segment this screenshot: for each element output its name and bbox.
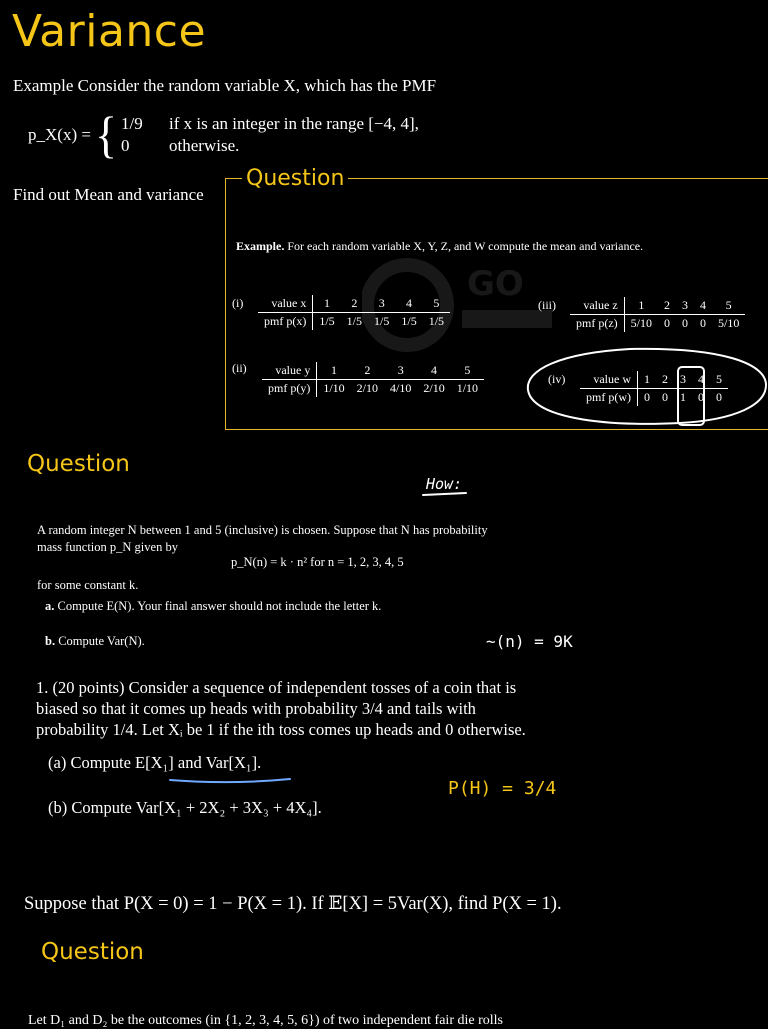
table-cell: 4/10: [390, 381, 412, 395]
table-cell: value x: [258, 295, 313, 313]
q3-text: Let D₁ and D₂ be the outcomes (in {1, 2, 3, 4, 5, 6}) of two independent fair die rolls: [28, 1013, 503, 1028]
table-cell: 0: [700, 316, 706, 330]
problem1-line3: probability 1/4. Let Xᵢ be 1 if the ith toss comes up heads and 0 otherwise.: [36, 720, 526, 739]
example-bold: Example.: [236, 239, 285, 253]
table-cell: value z: [570, 297, 624, 315]
handwritten-how: How:: [426, 475, 463, 493]
pmf-table-i: [258, 295, 450, 330]
table-cell: 0: [644, 390, 650, 404]
table-cell: 1/10: [323, 381, 345, 395]
example-text: For each random variable X, Y, Z, and W compute the mean and variance.: [287, 239, 644, 253]
case1-value: 1/9: [121, 114, 143, 133]
problem1-line2: biased so that it comes up heads with probability 3/4 and tails with: [36, 699, 476, 718]
table-cell: 3: [676, 297, 694, 315]
table-cell: 0: [682, 316, 688, 330]
pmf-definition: [28, 106, 419, 163]
table-cell: 2: [658, 297, 676, 315]
q2-line3: for some constant k.: [37, 578, 139, 592]
case1-condition: if x is an integer in the range [−4, 4],: [169, 114, 419, 133]
case2-condition: otherwise.: [169, 136, 240, 155]
table-iii-label: (iii): [538, 298, 556, 312]
table-cell: 0: [662, 390, 668, 404]
page-title: Variance: [12, 6, 207, 57]
table-cell: 0: [664, 316, 670, 330]
pmf-cases: [121, 114, 419, 156]
table-cell: 1/5: [319, 314, 335, 328]
table-cell: 4: [417, 362, 450, 380]
question-box-label: Question: [242, 166, 348, 191]
handwritten-ph: P(H) = 3/4: [448, 778, 557, 799]
find-mean-variance: Find out Mean and variance: [13, 185, 204, 204]
handwritten-underline-a: [168, 775, 293, 785]
pmf-table-iii: [570, 297, 745, 332]
handwritten-underline: [420, 490, 470, 500]
table-cell: 1/5: [401, 314, 417, 328]
table-cell: 1/5: [346, 314, 363, 328]
table-cell: 4: [694, 297, 712, 315]
table-cell: 3: [368, 295, 395, 313]
q2-formula: p_N(n) = k · n² for n = 1, 2, 3, 4, 5: [231, 555, 404, 569]
table-cell: 0: [716, 390, 722, 404]
table-cell: 1: [624, 297, 658, 315]
table-cell: value w: [580, 371, 638, 389]
table-cell: 2: [341, 295, 368, 313]
q2-b-label: b.: [45, 634, 56, 648]
q2-line1: A random integer N between 1 and 5 (inclusive) is chosen. Suppose that N has probability: [37, 523, 488, 537]
table-cell: 5: [451, 362, 484, 380]
table-cell: 2: [351, 362, 384, 380]
table-cell: pmf p(y): [262, 380, 317, 398]
table-iv-label: (iv): [548, 372, 566, 386]
question-label-3: Question: [41, 939, 144, 965]
table-cell: 5: [710, 371, 728, 389]
question-label-2: Question: [27, 451, 130, 477]
handwritten-nk: ~(n) = 9K: [486, 632, 573, 651]
handwritten-ellipse-annotation: [520, 335, 768, 435]
q2-part-a: [45, 598, 381, 614]
pmf-table-ii: [262, 362, 484, 397]
case2-value: 0: [121, 136, 130, 155]
table-cell: 5/10: [718, 316, 740, 330]
problem1-line1: 1. (20 points) Consider a sequence of independent tosses of a coin that is: [36, 678, 517, 697]
table-cell: 3: [674, 371, 692, 389]
table-cell: 1: [313, 295, 341, 313]
table-cell: 4: [395, 295, 422, 313]
brace-symbol: {: [94, 106, 118, 163]
table-cell: 2/10: [423, 381, 445, 395]
table-cell: 1: [317, 362, 351, 380]
q2-part-b: [45, 633, 145, 649]
q2-line2: mass function p_N given by: [37, 540, 178, 554]
table-cell: pmf p(x): [258, 313, 313, 331]
q2-b-text: Compute Var(N).: [58, 634, 145, 648]
example-intro: Example Consider the random variable X, which has the PMF: [13, 76, 437, 95]
table-cell: value y: [262, 362, 317, 380]
problem1-part-a: (a) Compute E[X₁] and Var[X₁].: [48, 753, 262, 772]
q2-a-text: Compute E(N). Your final answer should not include the letter k.: [57, 599, 382, 613]
table-cell: 5: [712, 297, 745, 315]
q2-a-label: a.: [45, 599, 55, 613]
problem1-part-b: (b) Compute Var[X₁ + 2X₂ + 3X₃ + 4X₄].: [48, 798, 322, 817]
table-cell: pmf p(w): [580, 389, 638, 407]
table-cell: 0: [698, 390, 704, 404]
table-cell: 1/5: [428, 314, 445, 328]
table-cell: 1/10: [456, 381, 479, 395]
table-cell: 2: [656, 371, 674, 389]
table-cell: 3: [384, 362, 417, 380]
svg-text:GO: GO: [467, 264, 524, 304]
table-ii-label: (ii): [232, 361, 247, 375]
table-cell: 5/10: [630, 316, 652, 330]
table-cell: 4: [692, 371, 710, 389]
table-cell: 1: [638, 371, 657, 389]
example-line: [236, 239, 643, 254]
table-cell: 2/10: [356, 381, 379, 395]
table-i-label: (i): [232, 296, 244, 310]
table-cell: 1/5: [374, 314, 390, 328]
table-cell: 1: [680, 390, 686, 404]
table-cell: pmf p(z): [570, 315, 624, 333]
suppose-problem: Suppose that P(X = 0) = 1 − P(X = 1). If 𝔼[X] = 5Var(X), find P(X = 1).: [24, 894, 562, 914]
table-cell: 5: [423, 295, 450, 313]
pmf-lhs: p_X(x) =: [28, 125, 91, 144]
